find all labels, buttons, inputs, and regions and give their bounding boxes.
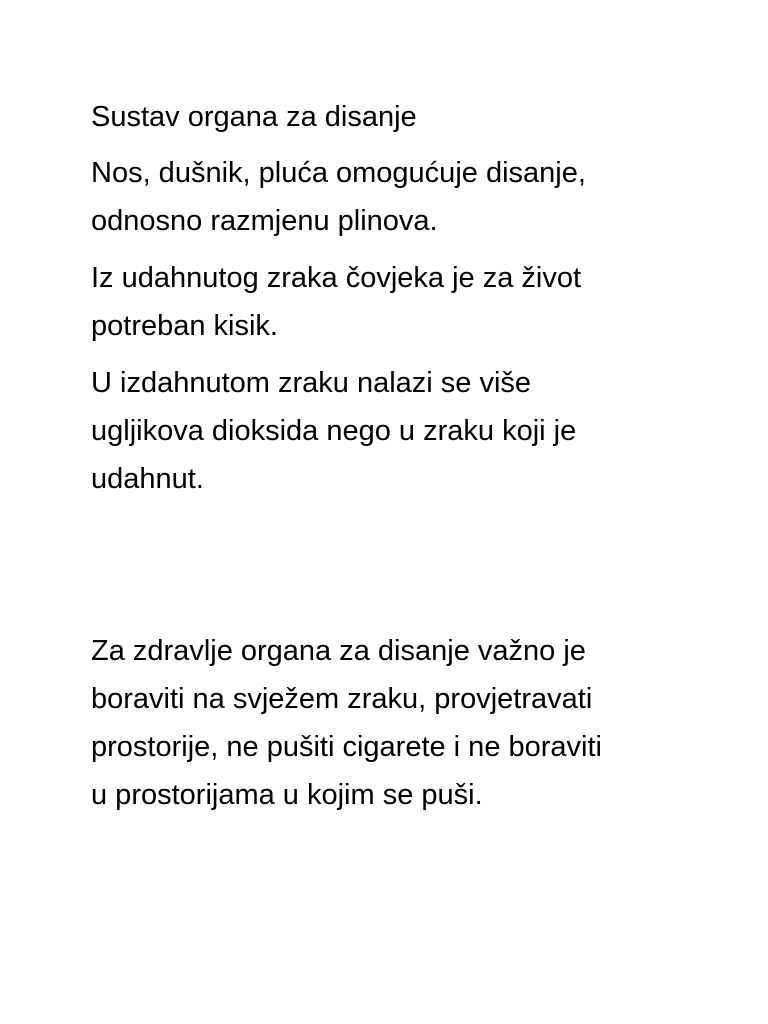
document-title: Sustav organa za disanje — [91, 101, 417, 133]
paragraph-carbon-dioxide: U izdahnutom zraku nalazi se više ugljikova dioksida nego u zraku koji je udahnut. — [91, 367, 577, 495]
paragraph-oxygen: Iz udahnutog zraka čovjeka je za život potreban kisik. — [91, 262, 582, 342]
paragraph-breathing-organs: Nos, dušnik, pluća omogućuje disanje, odnosno razmjenu plinova. — [91, 157, 586, 237]
paragraph-health-advice: Za zdravlje organa za disanje važno je boraviti na svježem zraku, provjetravati prostorije, ne pušiti cigarete i ne boraviti u prostorijama u kojim se puši. — [91, 635, 602, 811]
